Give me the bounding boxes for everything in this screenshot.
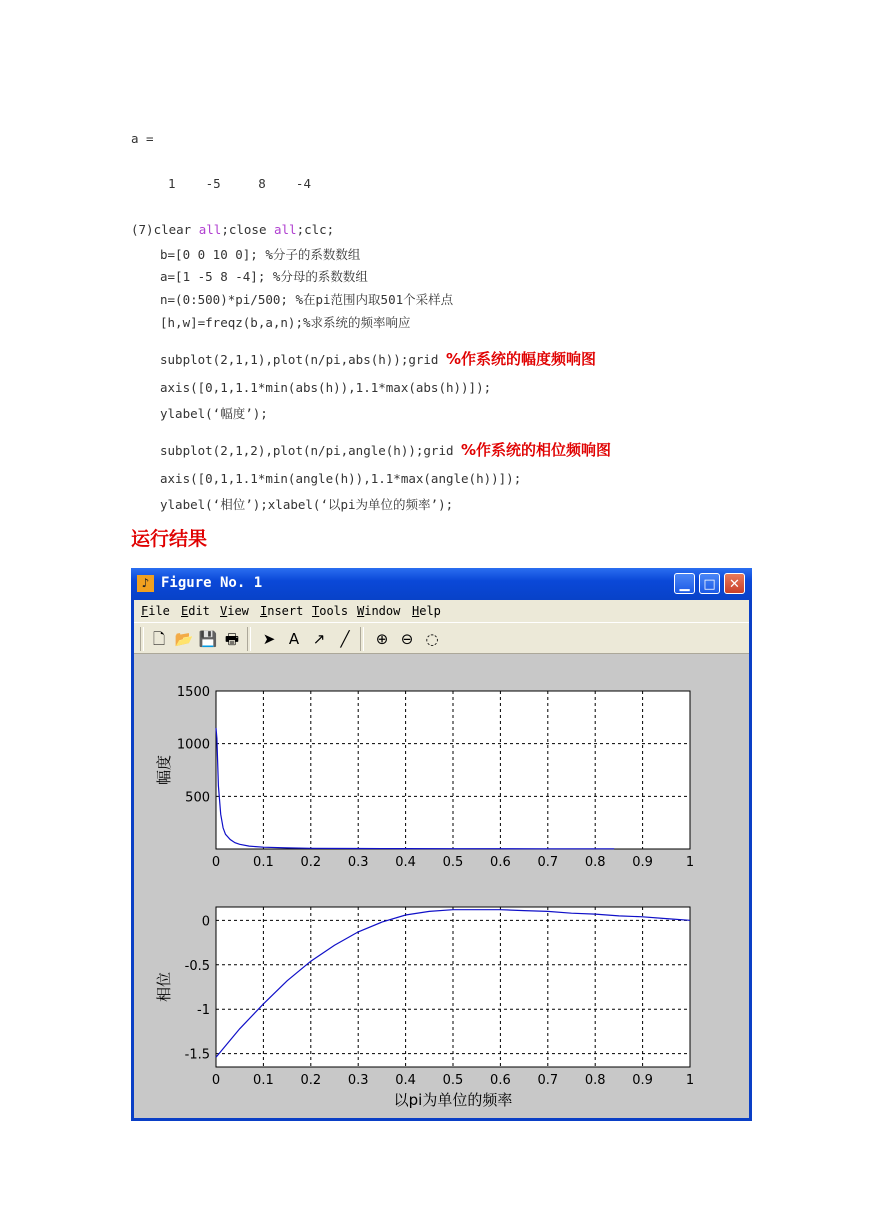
menu-mnemonic: H <box>412 604 420 618</box>
code-text: n=(0:500)*pi/500; %在pi范围内取501个采样点 <box>160 292 454 307</box>
figure-canvas <box>134 654 749 1118</box>
x-tick-label: 0.7 <box>537 1073 559 1088</box>
x-tick-label: 0.6 <box>490 855 511 870</box>
menu-mnemonic: I <box>260 604 268 618</box>
menu-mnemonic: E <box>181 604 189 618</box>
text-icon[interactable]: A <box>288 630 300 648</box>
code-line <box>160 404 268 422</box>
code-line <box>160 245 360 263</box>
toolbar-separator <box>140 627 144 651</box>
menu-label: indow <box>364 604 401 618</box>
save-icon[interactable]: 💾 <box>198 630 218 648</box>
code-line <box>160 313 411 331</box>
code-line <box>160 267 368 285</box>
menu-item-insert[interactable] <box>260 604 303 618</box>
y-tick-label: 1500 <box>176 685 210 700</box>
keyword: all <box>274 222 297 237</box>
x-tick-label: 0.5 <box>442 855 464 870</box>
menu-label: dit <box>188 604 210 618</box>
close-button[interactable]: ✕ <box>724 573 745 594</box>
menu-label: iew <box>227 604 249 618</box>
code-text: ylabel(‘相位’);xlabel(‘以pi为单位的频率’); <box>160 497 454 512</box>
x-tick-label: 0.9 <box>632 855 653 870</box>
code-line <box>160 348 596 369</box>
menu-mnemonic: V <box>220 604 228 618</box>
code-text: b=[0 0 10 0]; %分子的系数数组 <box>160 247 361 262</box>
code-text: subplot(2,1,2),plot(n/pi,angle(h));grid <box>160 443 462 458</box>
print-icon[interactable]: 🖶 <box>224 630 240 648</box>
menu-label: ile <box>148 604 170 618</box>
x-tick-label: 0.2 <box>300 1073 322 1088</box>
menu-label: elp <box>419 604 441 618</box>
y-tick-label: -1.5 <box>184 1047 210 1063</box>
code-line <box>160 495 453 513</box>
menu-mnemonic: W <box>357 604 365 618</box>
x-tick-label: 0 <box>211 1073 221 1088</box>
y-tick-label: -0.5 <box>184 958 210 974</box>
code-text: [h,w]=freqz(b,a,n);%求系统的频率响应 <box>160 315 411 330</box>
result-heading: 运行结果 <box>131 528 208 550</box>
menu-item-window[interactable] <box>357 604 400 618</box>
minimize-button[interactable]: ▁ <box>674 573 695 594</box>
comment-highlight: %作系统的相位频响图 <box>461 441 612 459</box>
y-tick-label: -1 <box>197 1003 210 1019</box>
x-tick-label: 0.4 <box>395 855 416 870</box>
y-axis-label: 幅度 <box>155 754 173 786</box>
arrow-select-icon[interactable]: ➤ <box>262 630 276 648</box>
menu-item-file[interactable] <box>141 604 170 618</box>
code-text: subplot(2,1,1),plot(n/pi,abs(h));grid <box>160 352 446 367</box>
comment-highlight: %作系统的幅度频响图 <box>445 350 597 368</box>
arrow-draw-icon[interactable]: ↗ <box>312 630 326 648</box>
zoom-in-icon[interactable]: ⊕ <box>375 630 389 648</box>
x-tick-label: 0.3 <box>347 1073 369 1088</box>
toolbar-separator <box>247 627 251 651</box>
figure-window <box>131 568 752 1121</box>
x-tick-label: 0.3 <box>347 855 369 870</box>
plots-svg <box>134 654 749 1118</box>
code-text: (7)clear <box>131 222 199 237</box>
rotate-icon[interactable]: ◌ <box>425 630 439 648</box>
menu-item-edit[interactable] <box>181 604 210 618</box>
y-axis-label: 相位 <box>155 971 173 1003</box>
x-tick-label: 1 <box>685 855 695 870</box>
code-text: ylabel(‘幅度’); <box>160 406 268 421</box>
code-text: ;clc; <box>296 222 335 237</box>
code-text: axis([0,1,1.1*min(abs(h)),1.1*max(abs(h))]); <box>160 380 492 395</box>
menu-label: nsert <box>267 604 304 618</box>
title-bar[interactable] <box>131 568 752 600</box>
x-tick-label: 0.1 <box>253 1073 274 1088</box>
x-axis-label: 以pi为单位的频率 <box>393 1091 513 1109</box>
keyword: all <box>198 222 222 237</box>
code-line <box>160 380 491 395</box>
x-tick-label: 0.1 <box>253 855 274 870</box>
x-tick-label: 0.8 <box>584 855 606 870</box>
toolbar-separator <box>360 627 364 651</box>
menu-bar <box>134 600 749 622</box>
menu-mnemonic: F <box>141 604 149 618</box>
menu-item-view[interactable] <box>220 604 249 618</box>
window-title: Figure No. 1 <box>161 575 263 591</box>
menu-mnemonic: T <box>312 604 320 618</box>
x-tick-label: 0.2 <box>300 855 322 870</box>
maximize-button[interactable]: □ <box>699 573 720 594</box>
zoom-out-icon[interactable]: ⊖ <box>400 630 414 648</box>
y-tick-label: 1000 <box>176 737 210 753</box>
code-text: ;close <box>221 222 274 237</box>
menu-item-help[interactable] <box>412 604 441 618</box>
open-folder-icon[interactable]: 📂 <box>174 630 194 648</box>
x-tick-label: 0.8 <box>584 1073 606 1088</box>
code-line <box>160 290 453 308</box>
code-line <box>131 222 334 237</box>
x-tick-label: 0.9 <box>632 1073 653 1088</box>
line-draw-icon[interactable]: ╱ <box>340 630 350 648</box>
x-tick-label: 0.6 <box>490 1073 511 1088</box>
a-values: 1 -5 8 -4 <box>168 176 311 191</box>
menu-label: ools <box>319 604 349 618</box>
a-label: a = <box>131 131 154 146</box>
code-line <box>160 471 521 486</box>
code-text: a=[1 -5 8 -4]; %分母的系数数组 <box>160 269 368 284</box>
x-tick-label: 0 <box>211 855 221 870</box>
code-text: axis([0,1,1.1*min(angle(h)),1.1*max(angle(h))]); <box>160 471 522 486</box>
menu-item-tools[interactable] <box>312 604 348 618</box>
matlab-icon: ♪ <box>137 575 154 592</box>
code-line <box>160 439 611 460</box>
x-tick-label: 0.5 <box>442 1073 464 1088</box>
x-tick-label: 1 <box>685 1073 695 1088</box>
x-tick-label: 0.7 <box>537 855 559 870</box>
new-file-icon[interactable]: 🗋 <box>152 630 166 648</box>
toolbar <box>134 622 749 654</box>
y-tick-label: 0 <box>201 914 210 930</box>
x-tick-label: 0.4 <box>395 1073 416 1088</box>
y-tick-label: 500 <box>185 790 210 806</box>
